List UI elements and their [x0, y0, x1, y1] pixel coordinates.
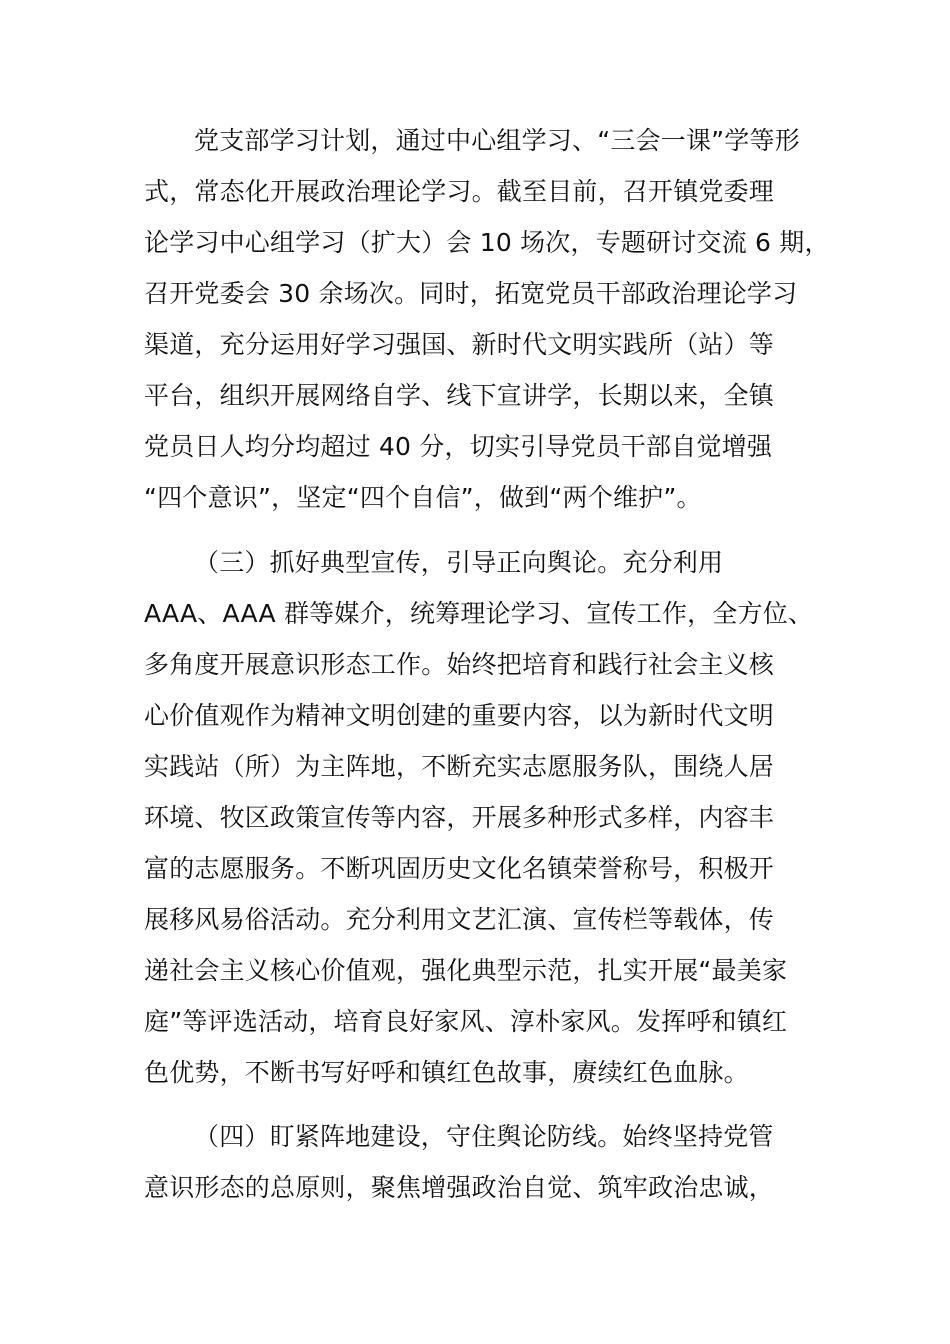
paragraph-line: 递社会主义核心价值观，强化典型示范，扎实开展“最美家 — [144, 956, 788, 985]
paragraph-line: 党员日人均分均超过 40 分，切实引导党员干部自觉增强 — [144, 432, 773, 461]
paragraph-line: 庭”等评选活动，培育良好家风、淳朴家风。发挥呼和镇红 — [144, 1007, 788, 1036]
paragraph-line: 渠道，充分运用好学习强国、新时代文明实践所（站）等 — [144, 330, 775, 359]
paragraph-line: 环境、牧区政策宣传等内容，开展多种形式多样，内容丰 — [144, 803, 775, 832]
paragraph-line: 多角度开展意识形态工作。始终把培育和践行社会主义核 — [144, 650, 775, 679]
paragraph-line: 平台，组织开展网络自学、线下宣讲学，长期以来，全镇 — [144, 381, 775, 410]
paragraph-line: 实践站（所）为主阵地，不断充实志愿服务队，围绕人居 — [144, 752, 775, 781]
paragraph-line: 富的志愿服务。不断巩固历史文化名镇荣誉称号，积极开 — [144, 854, 775, 883]
paragraph-line: 召开党委会 30 余场次。同时，拓宽党员干部政治理论学习 — [144, 279, 798, 308]
paragraph-line: 意识形态的总原则，聚焦增强政治自觉、筑牢政治忠诚， — [144, 1173, 775, 1202]
paragraph-line: 式，常态化开展政治理论学习。截至目前，召开镇党委理 — [144, 177, 775, 206]
paragraph-line: “四个意识”，坚定“四个自信”，做到“两个维护”。 — [144, 483, 702, 512]
paragraph-line: （四）盯紧阵地建设，守住舆论防线。始终坚持党管 — [194, 1122, 774, 1151]
paragraph-line: 心价值观作为精神文明创建的重要内容，以为新时代文明 — [144, 701, 775, 730]
paragraph-line: 党支部学习计划，通过中心组学习、“三会一课”学等形 — [194, 126, 800, 155]
paragraph-line: 色优势，不断书写好呼和镇红色故事，赓续红色血脉。 — [144, 1058, 749, 1087]
paragraph-line: （三）抓好典型宣传，引导正向舆论。充分利用 — [194, 548, 724, 577]
paragraph-line: 展移风易俗活动。充分利用文艺汇演、宣传栏等载体，传 — [144, 905, 775, 934]
paragraph-line: AAA、AAA 群等媒介，统筹理论学习、宣传工作，全方位、 — [144, 599, 814, 628]
paragraph-line: 论学习中心组学习（扩大）会 10 场次，专题研讨交流 6 期， — [144, 228, 830, 257]
